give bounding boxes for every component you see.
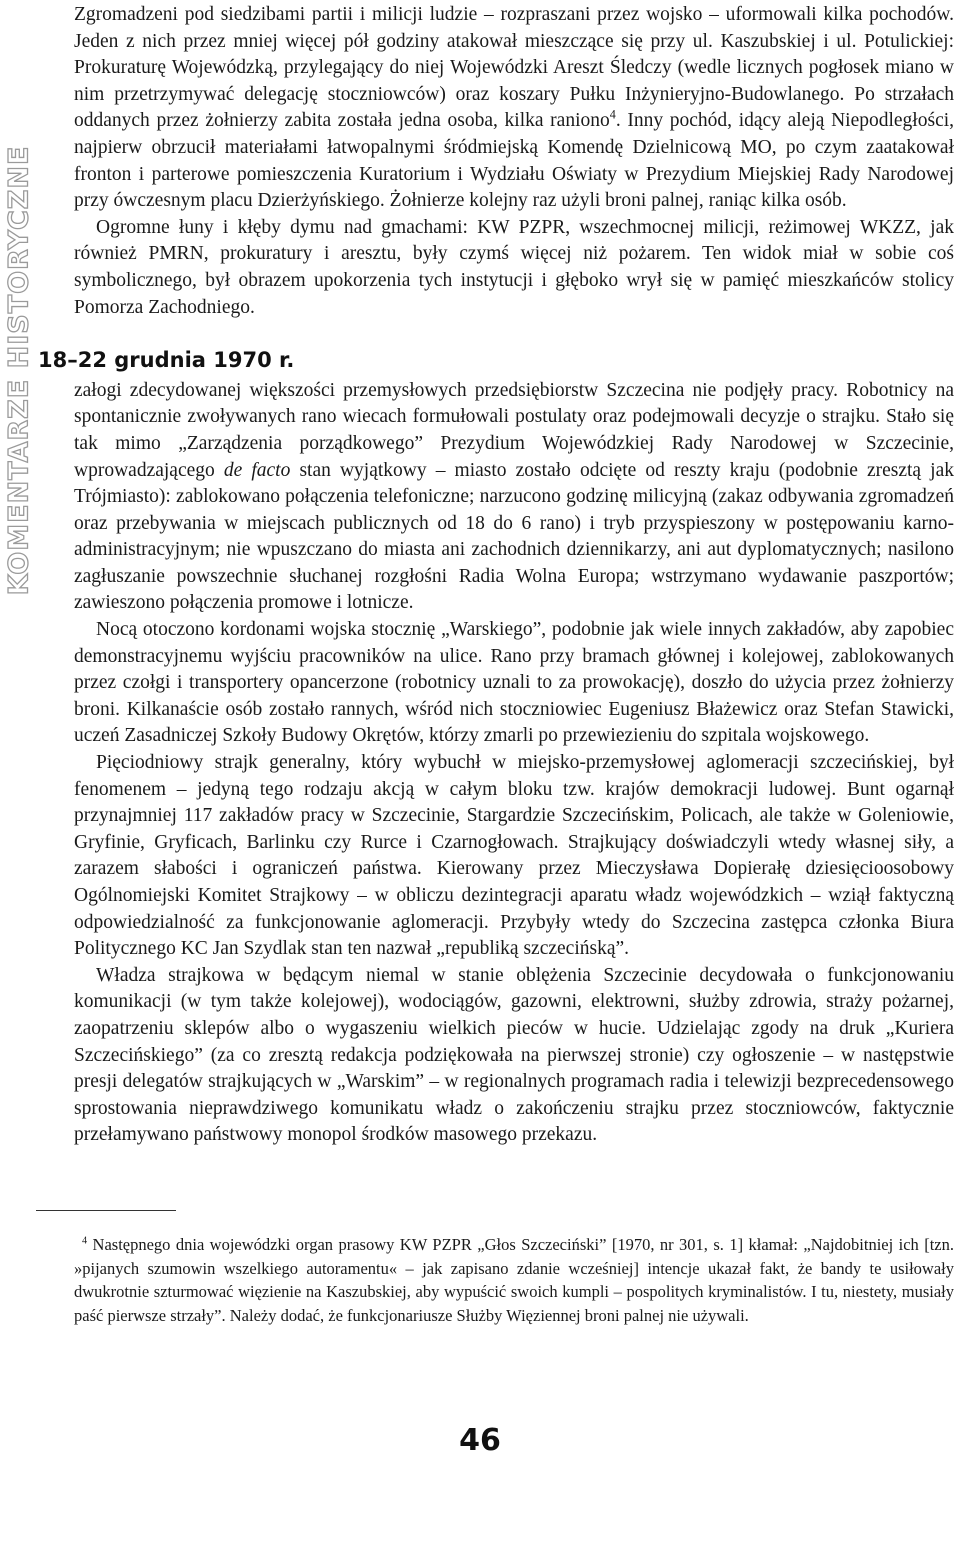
page-number: 46 (459, 1423, 501, 1458)
section-heading: 18–22 grudnia 1970 r. (38, 348, 295, 373)
article-body (38, 0, 955, 1149)
paragraph: Zgromadzeni pod siedzibami partii i milicji ludzie – rozpraszani przez wojsko – uformowali kilka pochodów. Jeden z nich przez mniej więcej pół godziny atakował mieszczące się przy ul. Kaszubskiej i ul. Potulickiej: Prokuraturę Wojewódzką, przylegający do niej Wojewódzki Areszt Śledczy (wedle licznych pogłosek miano w nim przetrzymywać delegację stoczniowców) oraz koszary Pułku Inżynieryjno-Budowlanego. Po strzałach oddanych przez żołnierzy zabita została jedna osoba, kilka raniono$^4$. Inny pochód, idący aleją Niepodległości, najpierw obrzucił materiałami łatwopalnymi śródmiejską Komendę Dzielnicową MO, po czym zaatakował fronton i parterowe pomieszczenia Kuratorium i Wydziału Oświaty w Prezydium Miejskiej Rady Narodowej przy ówczesnym placu Dzierżyńskiego. Żołnierze kolejny raz użyli broni palnej, raniąc kilka osób. (74, 4, 955, 212)
paragraph: Ogromne łuny i kłęby dymu nad gmachami: KW PZPR, wszechmocnej milicji, reżimowej WKZZ, jak również PMRN, prokuratury i aresztu, były czymś więcej niż pożarem. Ten widok miał w sobie coś symbolicznego, był obrazem upokorzenia tych instytucji i głęboko wrył się w pamięć mieszkańców stolicy Pomorza Zachodniego. (74, 216, 954, 318)
footnotes (74, 1210, 954, 1327)
paragraph: Nocą otoczono kordonami wojska stocznię „Warskiego”, podobnie jak wiele innych zakładów, aby zapobiec demonstracyjnemu wyjściu pracowników na ulice. Rano przy bramach głównej i kolejowej, zablokowanych przez czołgi i transportery opancerzone (robotnicy uznali to za prowokację), doszło do użycia przez żołnierzy broni. Kilkanaście osób zostało rannych, wśród nich stoczniowiec Eugeniusz Błażewicz oraz Stefan Stawicki, uczeń Zasadniczej Szkoły Budowy Okrętów, którzy zmarli po przewiezieniu do szpitala wojskowego. (74, 619, 954, 747)
footnote-number: 4 (82, 1235, 88, 1247)
section-side-label (2, 0, 36, 740)
side-label-text: KOMENTARZE HISTORYCZNE (3, 145, 35, 595)
paragraph: załogi zdecydowanej większości przemysłowych przedsiębiorstw Szczecina nie podjęły pracy. Robotnicy na spontanicznie zwoływanych rano wiecach formułowali postulaty oraz podejmowali decyzje o strajku. Stało się tak mimo „Zarządzenia porządkowego” Prezydium Wojewódzkiej Rady Narodowej w Szczecinie, wprowadzającego de facto stan wyjątkowy – miasto zostało odcięte od reszty kraju (podobnie zresztą jak Trójmiasto): zablokowano połączenia telefoniczne; narzucono godzinę milicyjną (zakaz odbywania zgromadzeń oraz przebywania w miejscach publicznych od 18 do 6 rano) i tryb przyspieszony w postępowaniu karno-administracyjnym; nie wpuszczano do miasta ani zachodnich dziennikarzy, ani aut dyplomatycznych; nasilono zagłuszanie powszechnie słuchanej rozgłośni Radia Wolna Europa; wstrzymano wydawanie paszportów; zawieszono połączenia promowe i lotnicze. (74, 379, 954, 614)
footnote-ref[interactable]: 4 (609, 107, 616, 122)
paragraph: Władza strajkowa w będącym niemal w stanie oblężenia Szczecinie decydowała o funkcjonowaniu komunikacji (w tym także kolejowej), wodociągów, gazowni, elektrowni, służby zdrowia, straży pożarnej, zaopatrzeniu sklepów albo o wygaszeniu wielkich pieców w hucie. Udzielając zgody na druk „Kuriera Szczecińskiego” (za co zresztą redakcja podziękowała na pierwszej stronie) czy ogłoszenie – w następstwie presji delegatów strajkujących w „Warskim” – w regionalnych programach radia i telewizji bezprecedensowego sprostowania nieprawdziwego komunikatu władz o zakończeniu strajku przez stoczniowców, faktycznie przełamywano państwowy monopol środków masowego przekazu. (74, 964, 954, 1146)
paragraph: Pięciodniowy strajk generalny, który wybuchł w miejsko-przemysłowej aglomeracji szczecińskiej, był fenomenem – jedyną tego rodzaju akcją w całym bloku tzw. krajów demokracji ludowej. Bunt ogarnął przynajmniej 117 zakładów pracy w Szczecinie, Stargardzie Szczecińskim, Policach, ale także w Goleniowie, Gryfinie, Gryficach, Barlinku czy Rurce i Czarnogłowach. Strajkujący doświadczyli wtedy własnej siły, a zarazem słabości i ograniczeń państwa. Kierowany przez Mieczysława Dopierałę dziesięcioosobowy Ogólnomiejski Komitet Strajkowy – w obliczu dezintegracji aparatu władz wojewódzkich – wziął faktyczną odpowiedzialność za funkcjonowanie aglomeracji. Przybyły wtedy do Szczecina zastępca członka Biura Politycznego KC Jan Szydlak stan ten nazwał „republiką szczecińską”. (74, 752, 954, 960)
footnote: $^4$ Następnego dnia wojewódzki organ prasowy KW PZPR „Głos Szczeciński” [1970, nr 301, s. 1] kłamał: „Najdobitniej ich [tzn. »pijanych szumowin wszelkiego autoramentu« – jak zapisano zdanie wcześniej] intencje ukazał fakt, że bandy te usiłowały dwukrotnie szturmować więzienie na Kaszubskiej, aby wypuścić swoich kumpli – pospolitych kryminalistów. I tu, niestety, musiały paść pierwsze strzały”. Należy dodać, że funkcjonariusze Służby Więziennej broni palnej nie używali. (74, 1235, 954, 1325)
footnote-divider (36, 1210, 176, 1211)
